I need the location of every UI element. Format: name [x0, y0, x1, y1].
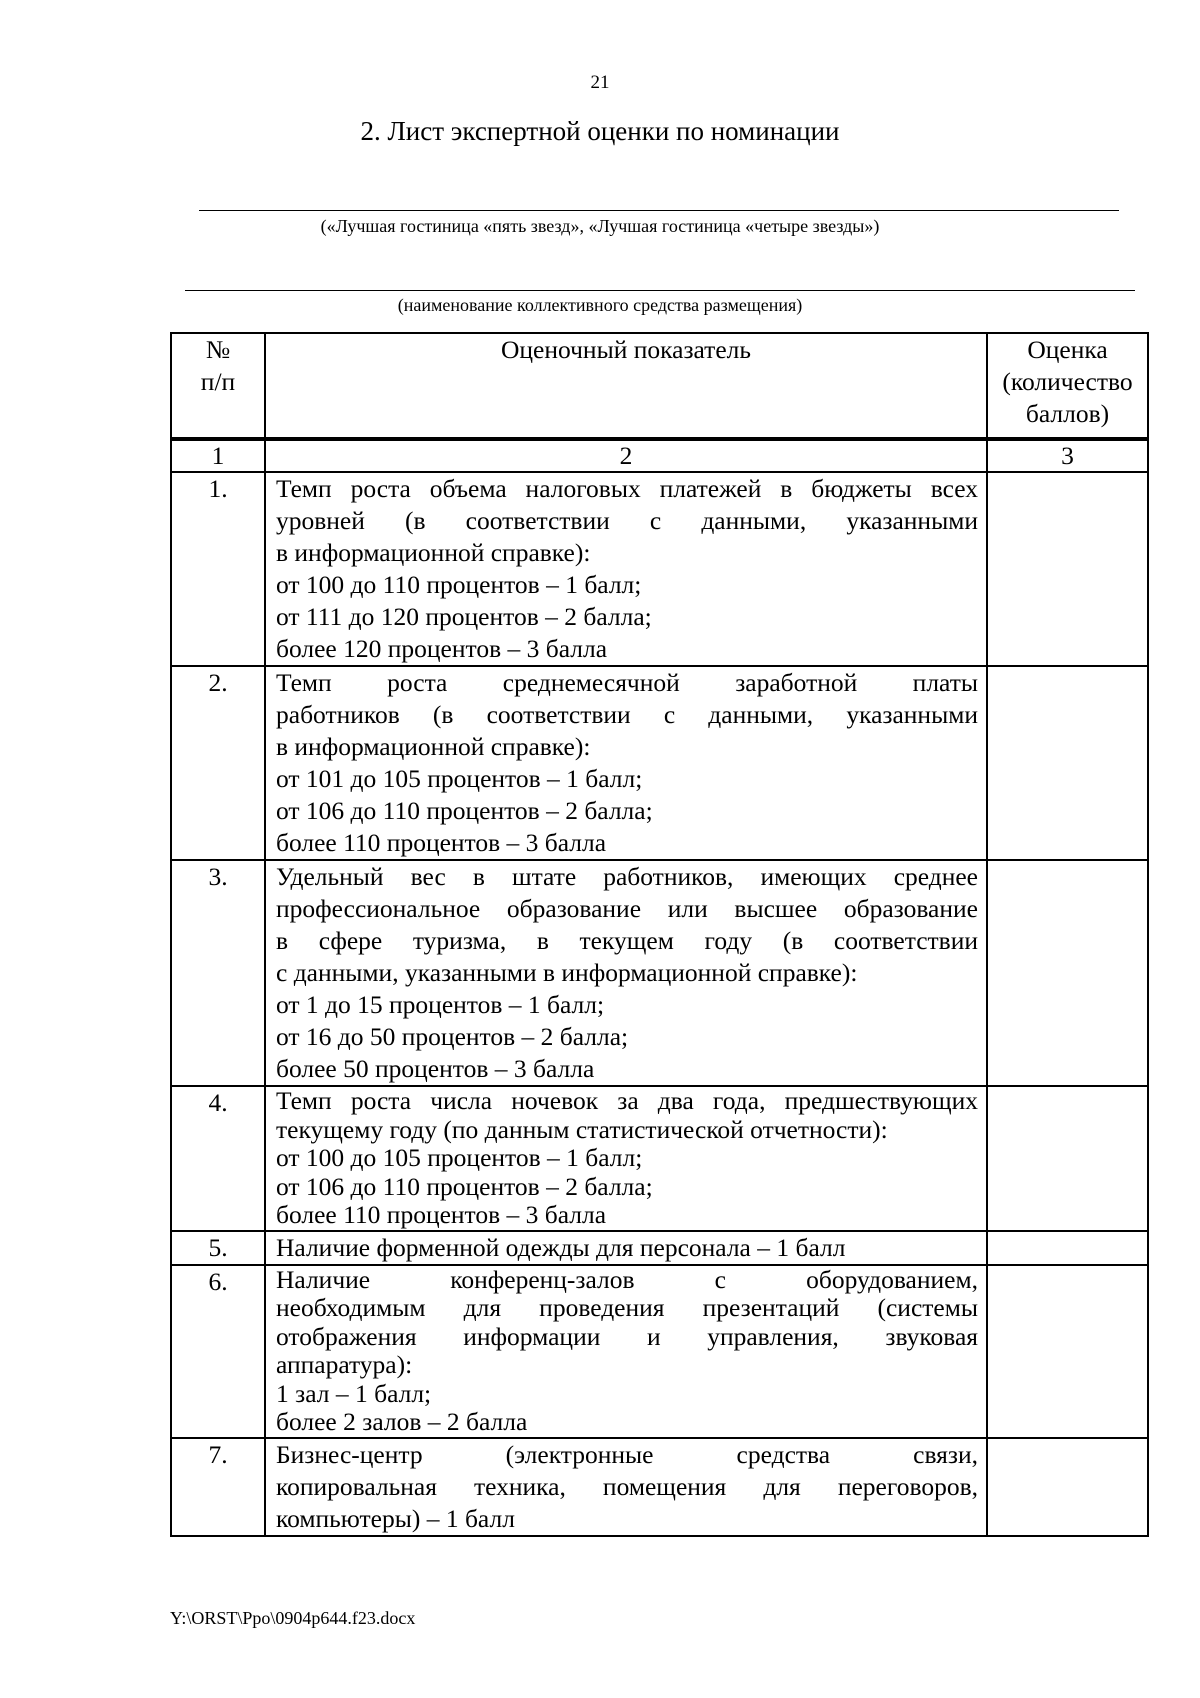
- indicator-line: компьютеры) – 1 балл: [276, 1503, 515, 1533]
- indicator-line: более 120 процентов – 3 балла: [276, 634, 608, 663]
- indicator-cell: [265, 1265, 987, 1438]
- indicator-line: от 106 до 110 процентов – 2 балла;: [276, 796, 653, 825]
- indicator-line: необходимым для проведения презентаций (системы: [276, 1293, 978, 1322]
- header-number-line: п/п: [200, 367, 236, 396]
- row-number: 7.: [171, 1438, 265, 1536]
- page-number: 21: [590, 72, 610, 93]
- indicator-line: от 111 до 120 процентов – 2 балла;: [276, 602, 652, 631]
- indicator-cell: [265, 666, 987, 860]
- table-row: [171, 472, 1148, 666]
- indicator-line: от 100 до 105 процентов – 1 балл;: [276, 1143, 643, 1172]
- accommodation-fill-line: [185, 290, 1135, 291]
- indicator-line: Темп роста объема налоговых платежей в бюджеты всех: [276, 474, 978, 503]
- footer-file-path: Y:\ORST\Ppo\0904p644.f23.docx: [170, 1608, 416, 1628]
- indicator-line: более 110 процентов – 3 балла: [276, 1200, 607, 1229]
- score-cell[interactable]: [987, 1231, 1148, 1265]
- column-number: 1: [171, 439, 265, 472]
- indicator-line: от 101 до 105 процентов – 1 балл;: [276, 764, 643, 793]
- table-row: [171, 1231, 1148, 1265]
- indicator-line: более 110 процентов – 3 балла: [276, 828, 607, 857]
- table-row: [171, 860, 1148, 1086]
- indicator-cell: [265, 1086, 987, 1231]
- header-indicator: [265, 333, 987, 439]
- nomination-caption: («Лучшая гостиница «пять звезд», «Лучшая гостиница «четыре звезды»): [320, 216, 880, 236]
- row-number: 3.: [171, 860, 265, 1086]
- column-number-row: [171, 439, 1148, 472]
- indicator-line: текущему году (по данным статистической отчетности):: [276, 1114, 888, 1144]
- indicator-line: более 50 процентов – 3 балла: [276, 1054, 595, 1083]
- indicator-cell: [265, 1438, 987, 1536]
- accommodation-caption: (наименование коллективного средства размещения): [397, 295, 803, 315]
- indicator-line: уровней (в соответствии с данными, указанными: [276, 506, 978, 535]
- indicator-line: работников (в соответствии с данными, указанными: [276, 700, 978, 729]
- column-number: 3: [987, 439, 1148, 472]
- table-row: [171, 666, 1148, 860]
- indicator-line: Темп роста среднемесячной заработной платы: [276, 668, 978, 697]
- score-cell[interactable]: [987, 1265, 1148, 1438]
- indicator-line: Бизнес-центр (электронные средства связи,: [276, 1439, 978, 1469]
- row-number: 2.: [171, 666, 265, 860]
- indicator-line: в информационной справке):: [276, 538, 591, 567]
- indicator-line: от 100 до 110 процентов – 1 балл;: [276, 570, 642, 599]
- header-score-line: (количество: [1002, 367, 1133, 396]
- header-score-line: баллов): [1025, 399, 1110, 428]
- indicator-line: 1 зал – 1 балл;: [276, 1378, 432, 1408]
- header-number: [171, 333, 265, 439]
- document-title: 2. Лист экспертной оценки по номинации: [360, 116, 840, 146]
- indicator-line: копировальная техника, помещения для переговоров,: [276, 1471, 978, 1501]
- row-number: 1.: [171, 472, 265, 666]
- row-number: 4.: [171, 1086, 265, 1231]
- header-number-line: №: [205, 335, 231, 364]
- score-cell[interactable]: [987, 1438, 1148, 1536]
- header-indicator-line: Оценочный показатель: [500, 335, 751, 364]
- indicator-line: отображения информации и управления, звуковая: [276, 1321, 978, 1351]
- score-cell[interactable]: [987, 1086, 1148, 1231]
- indicator-line: Наличие конференц-залов с оборудованием,: [276, 1264, 978, 1294]
- score-cell[interactable]: [987, 472, 1148, 666]
- indicator-line: с данными, указанными в информационной справке):: [276, 958, 858, 987]
- table-row: [171, 1438, 1148, 1536]
- score-cell[interactable]: [987, 666, 1148, 860]
- indicator-line: аппаратура):: [276, 1350, 413, 1379]
- column-number: 2: [265, 439, 987, 472]
- indicator-line: в информационной справке):: [276, 732, 591, 761]
- indicator-cell: [265, 472, 987, 666]
- header-score: [987, 333, 1148, 439]
- indicator-cell: [265, 1231, 987, 1265]
- indicator-line: в сфере туризма, в текущем году (в соответствии: [276, 926, 978, 955]
- indicator-line: от 16 до 50 процентов – 2 балла;: [276, 1022, 629, 1051]
- table-header-row: [171, 333, 1148, 439]
- header-score-line: Оценка: [1027, 335, 1108, 364]
- indicator-line: Наличие форменной одежды для персонала – 1 балл: [276, 1232, 846, 1262]
- row-number: 6.: [171, 1265, 265, 1438]
- evaluation-table: [170, 332, 1149, 1537]
- table-row: [171, 1265, 1148, 1438]
- indicator-line: от 1 до 15 процентов – 1 балл;: [276, 990, 605, 1019]
- indicator-line: Удельный вес в штате работников, имеющих среднее: [276, 862, 978, 891]
- indicator-cell: [265, 860, 987, 1086]
- row-number: 5.: [171, 1231, 265, 1265]
- indicator-line: более 2 залов – 2 балла: [276, 1407, 528, 1436]
- table-row: [171, 1086, 1148, 1231]
- score-cell[interactable]: [987, 860, 1148, 1086]
- nomination-fill-line: [199, 210, 1119, 211]
- indicator-line: профессиональное образование или высшее образование: [276, 894, 978, 923]
- indicator-line: Темп роста числа ночевок за два года, предшествующих: [276, 1086, 978, 1115]
- indicator-line: от 106 до 110 процентов – 2 балла;: [276, 1171, 653, 1201]
